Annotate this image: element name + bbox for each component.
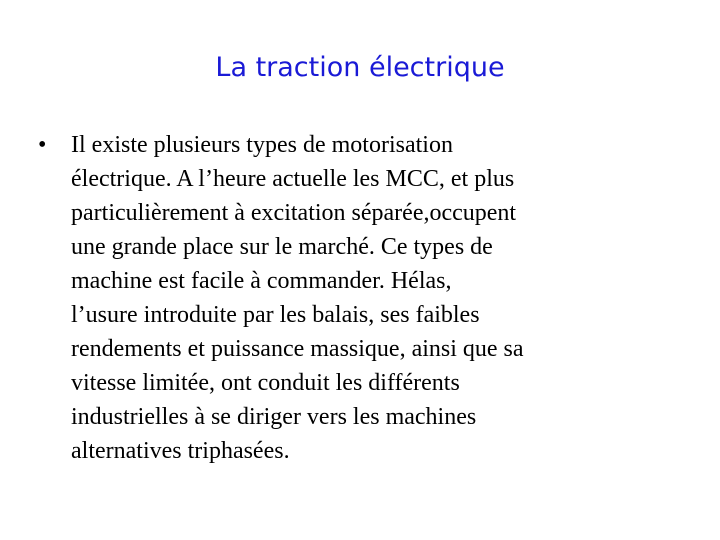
bullet-line: particulièrement à excitation séparée,occupent bbox=[71, 200, 517, 226]
bullet-icon: • bbox=[38, 132, 47, 158]
bullet-item bbox=[38, 128, 688, 468]
slide-body bbox=[38, 128, 688, 468]
bullet-line: une grande place sur le marché. Ce types de bbox=[71, 234, 493, 260]
bullet-line: rendements et puissance massique, ainsi que sa bbox=[71, 336, 524, 362]
slide-title: La traction électrique bbox=[215, 52, 505, 83]
bullet-line: vitesse limitée, ont conduit les différents bbox=[71, 370, 460, 396]
bullet-text bbox=[71, 128, 688, 468]
bullet-line: l’usure introduite par les balais, ses faibles bbox=[71, 302, 480, 328]
bullet-line: alternatives triphasées. bbox=[71, 438, 290, 464]
bullet-line: Il existe plusieurs types de motorisation bbox=[71, 132, 453, 158]
bullet-line: industrielles à se diriger vers les machines bbox=[71, 404, 477, 430]
bullet-line: machine est facile à commander. Hélas, bbox=[71, 268, 452, 294]
bullet-line: électrique. A l’heure actuelle les MCC, et plus bbox=[71, 166, 515, 192]
